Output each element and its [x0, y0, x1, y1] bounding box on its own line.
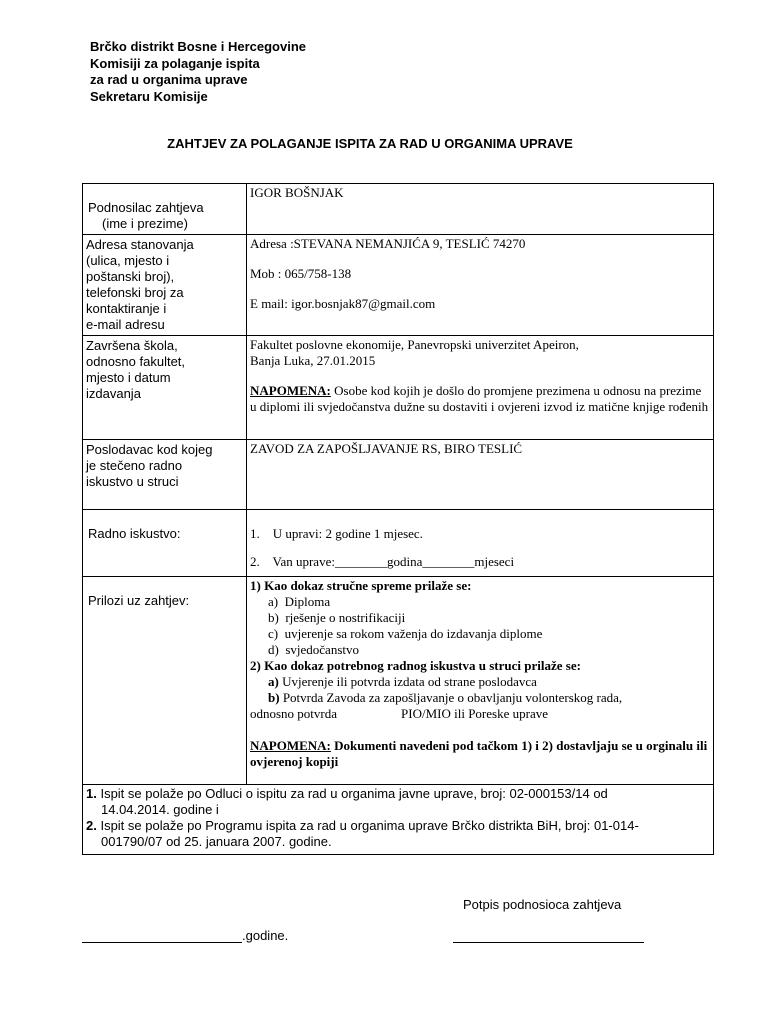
applicant-name-text: IGOR BOŠNJAK: [250, 185, 344, 200]
experience-item-1: 1. U upravi: 2 godine 1 mjesec.: [250, 526, 423, 541]
note-label: NAPOMENA:: [250, 383, 331, 398]
label-line: je stečeno radno: [86, 458, 183, 473]
label-line: Završena škola,: [86, 338, 178, 353]
mobile-number: Mob : 065/758-138: [250, 266, 352, 281]
row-experience: [83, 510, 714, 577]
attachment-a: [250, 674, 710, 690]
employer-name: ZAVOD ZA ZAPOŠLJAVANJE RS, BIRO TESLIĆ: [250, 441, 523, 456]
list-item-text: svjedočanstvo: [285, 642, 359, 657]
attachment-b: [250, 690, 710, 706]
address-line: Sekretaru Komisije: [90, 88, 208, 104]
experience-item-2-text: Van uprave:________godina________mjeseci: [272, 554, 515, 569]
label-applicant: [83, 184, 247, 235]
label-line: e-mail adresu: [86, 317, 165, 332]
label-attachments: [83, 577, 247, 785]
legal-notes: [83, 785, 714, 855]
list-item-text: Diploma: [284, 594, 331, 609]
experience-item-1-text: U upravi: 2 godine 1 mjesec.: [272, 526, 423, 541]
item-text: Potvrda Zavoda za zapošljavanje o obavljanju volonterskog rada,: [279, 690, 623, 705]
list-item-text: uvjerenje sa rokom važenja do izdavanja diplome: [284, 626, 543, 641]
note-number: 1.: [86, 786, 97, 801]
label-line: kontaktiranje i: [86, 301, 167, 316]
attachments-heading-2: 2) Kao dokaz potrebnog radnog iskustva u struci prilaže se:: [250, 658, 581, 673]
signature-label: Potpis podnosioca zahtjeva: [463, 897, 622, 912]
label-school: [83, 336, 247, 440]
label-employer: [83, 440, 247, 510]
item-text: PIO/MIO ili Poreske uprave: [401, 706, 548, 721]
row-address: [83, 235, 714, 336]
note-1: [86, 786, 710, 802]
attachments-note: [250, 738, 710, 770]
experience-value: [247, 510, 714, 577]
attachments-heading-1: 1) Kao dokaz stručne spreme prilaže se:: [250, 578, 472, 593]
label-line: (ulica, mjesto i: [86, 253, 170, 268]
label-attachments-text: Prilozi uz zahtjev:: [88, 593, 190, 608]
address-value: [247, 235, 714, 336]
document-title: ZAHTJEV ZA POLAGANJE ISPITA ZA RAD U ORGANIMA UPRAVE: [167, 136, 573, 151]
label-applicant-line2: (ime i prezime): [102, 216, 188, 231]
item-label: a): [268, 674, 279, 689]
list-item: a) Diploma: [268, 594, 331, 609]
label-applicant-line1: Podnosilac zahtjeva: [88, 200, 204, 215]
label-line: odnosno fakultet,: [86, 354, 186, 369]
label-address: [83, 235, 247, 336]
item-text: odnosno potvrda: [250, 706, 338, 721]
applicant-name: [247, 184, 714, 235]
note-2-continued: 001790/07 od 25. januara 2007. godine.: [101, 834, 332, 849]
date-suffix: .godine.: [242, 928, 289, 943]
row-school: [83, 336, 714, 440]
row-applicant: [83, 184, 714, 235]
address-line: Brčko distrikt Bosne i Hercegovine: [90, 39, 307, 54]
label-line: izdavanja: [86, 386, 141, 401]
employer-value: [247, 440, 714, 510]
address-line: Komisiji za polaganje ispita: [90, 55, 260, 71]
note-text: Osobe kod kojih je došlo do promjene prezimena u odnosu na prezime u diplomi ili svjedočanstva dužne su dostaviti i ovjereni izvod iz matične knjige rođenih: [250, 383, 709, 414]
label-line: telefonski broj za: [86, 285, 184, 300]
street-address: Adresa :STEVANA NEMANJIĆA 9, TESLIĆ 74270: [250, 236, 526, 251]
note-2: [86, 818, 710, 834]
label-line: iskustvo u struci: [86, 474, 179, 489]
list-item: c) uvjerenje sa rokom važenja do izdavanja diplome: [268, 626, 543, 641]
row-notes: [83, 785, 714, 855]
recipient-address: [90, 39, 306, 105]
label-line: poštanski broj),: [86, 269, 175, 284]
row-employer: [83, 440, 714, 510]
note-text: Dokumenti navedeni pod tačkom 1) i 2) dostavljaju se u orginalu ili ovjerenoj kopiji: [250, 738, 708, 769]
list-item: d) svjedočanstvo: [268, 642, 359, 657]
experience-item-2: 2. Van uprave:________godina________mjeseci: [250, 554, 515, 569]
note-text: Ispit se polaže po Programu ispita za rad u organima uprave Brčko distrikta BiH, broj: 01-014-: [96, 818, 639, 833]
request-form-table: [82, 183, 714, 855]
label-line: Poslodavac kod kojeg: [86, 442, 213, 457]
school-place-date: Banja Luka, 27.01.2015: [250, 353, 376, 368]
list-item-text: rješenje o nostrifikaciji: [285, 610, 406, 625]
note-number: 2.: [86, 818, 97, 833]
school-note: [250, 383, 710, 415]
label-experience: [83, 510, 247, 577]
note-text: Ispit se polaže po Odluci o ispitu za rad u organima javne uprave, broj: 02-000153/14 od: [96, 786, 608, 801]
list-item: b) rješenje o nostrifikaciji: [268, 610, 406, 625]
date-blank-line: [82, 928, 242, 943]
attachments-value: [247, 577, 714, 785]
label-line: Adresa stanovanja: [86, 237, 194, 252]
attachment-b-continued: [250, 706, 710, 722]
school-value: [247, 336, 714, 440]
school-name: Fakultet poslovne ekonomije, Panevropski univerzitet Apeiron,: [250, 337, 579, 352]
label-experience-text: Radno iskustvo:: [88, 526, 181, 541]
address-line: za rad u organima uprave: [90, 72, 248, 87]
item-label: b): [268, 690, 280, 705]
row-attachments: [83, 577, 714, 785]
date-field: [82, 928, 288, 943]
note-1-continued: 14.04.2014. godine i: [101, 802, 219, 817]
note-label: NAPOMENA:: [250, 738, 331, 753]
email-address: E mail: igor.bosnjak87@gmail.com: [250, 296, 436, 311]
item-text: Uvjerenje ili potvrda izdata od strane poslodavca: [278, 674, 537, 689]
signature-line: [453, 942, 644, 943]
attachments-list-1: [250, 594, 710, 658]
label-line: mjesto i datum: [86, 370, 171, 385]
